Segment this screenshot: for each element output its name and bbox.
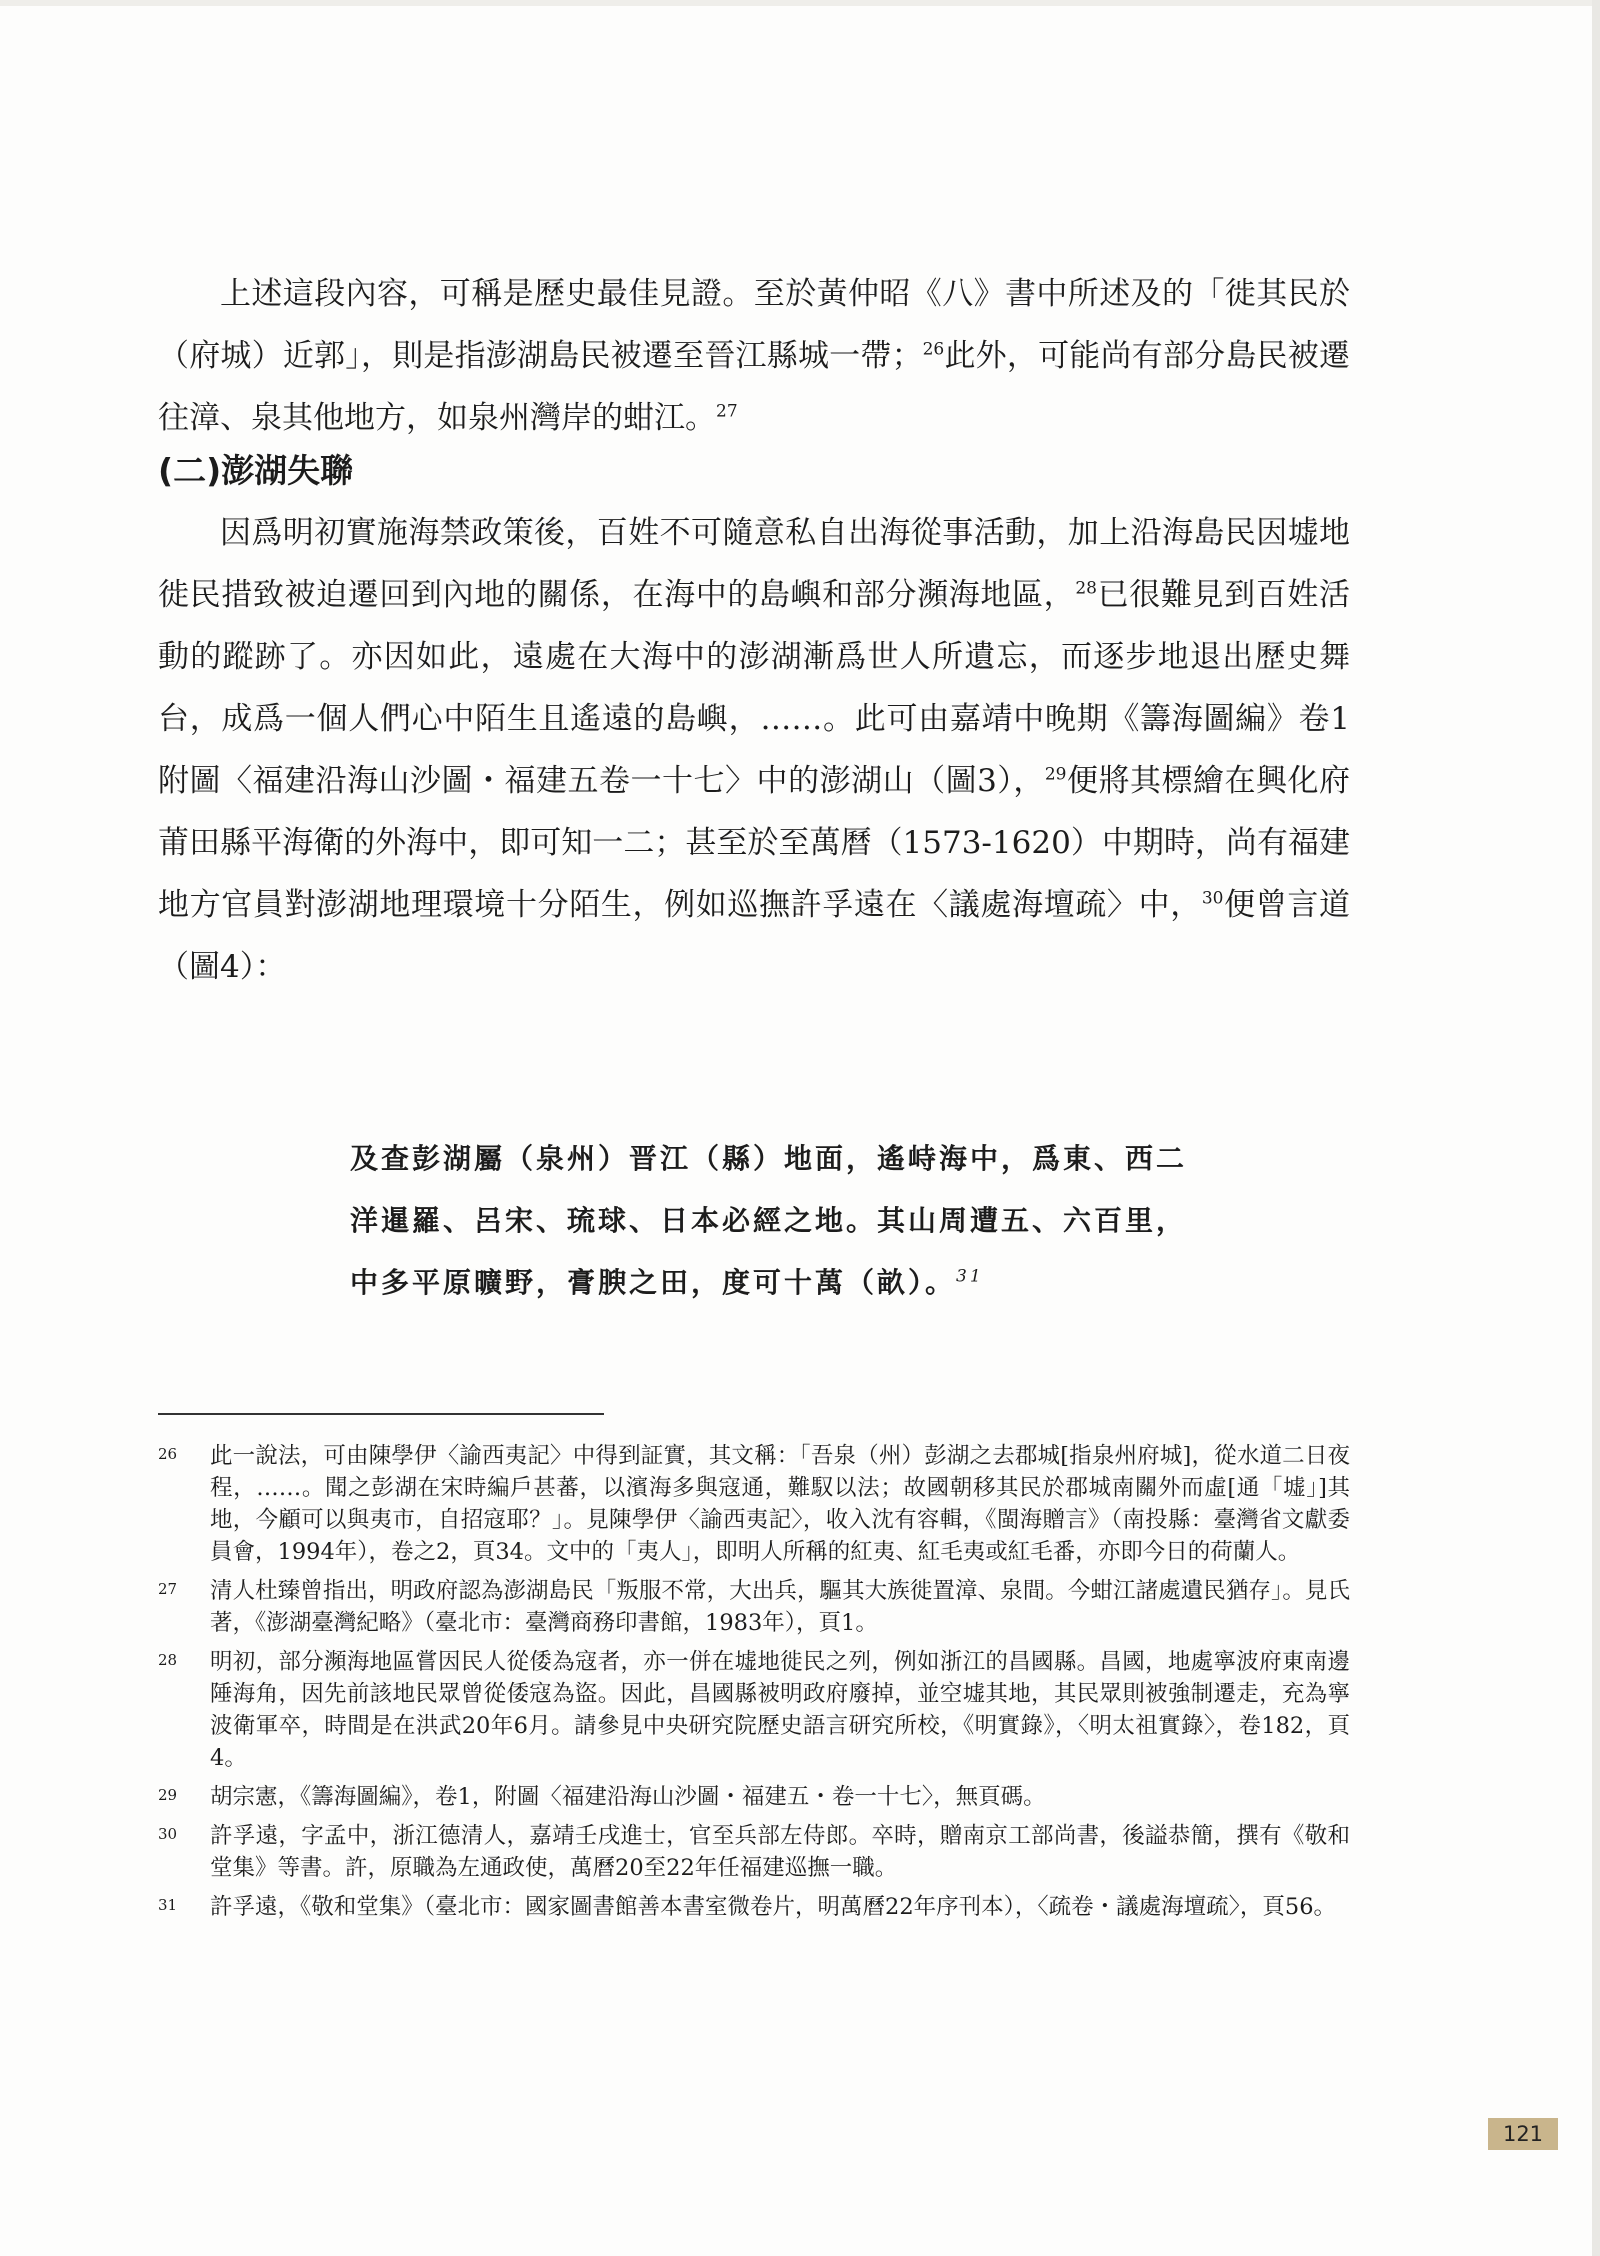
block-quote <box>350 1128 1350 1314</box>
scan-top-edge <box>0 0 1600 6</box>
quote-line-3 <box>350 1252 1350 1314</box>
paragraph-2 <box>158 502 1350 998</box>
footnote-number: 26 <box>158 1445 178 1463</box>
footnote-text: 許孚遠，《敬和堂集》（臺北市：國家圖書館善本書室微卷片，明萬曆22年序刊本），〈疏卷・議處海壇疏〉，頁56。 <box>210 1894 1337 1920</box>
paragraph-2-text-c: 便將其標繪在興化府莆田縣平海衛的外海中，即可知一二；甚至於至萬曆（1573-1620）中期時，尚有福建地方官員對澎湖地理環境十分陌生，例如巡撫許孚遠在〈議處海壇疏〉中， <box>158 763 1350 923</box>
page-number: 121 <box>1488 2118 1558 2150</box>
paragraph-1-text-b: 此外，可能尚有部分島民被遷往漳、泉其他地方，如泉州灣岸的蚶江。 <box>158 338 1351 436</box>
footnote-ref-31[interactable]: 31 <box>956 1266 984 1287</box>
footnote-number: 27 <box>158 1580 178 1598</box>
paragraph-1 <box>158 263 1350 449</box>
footnote-text: 明初，部分瀕海地區嘗因民人從倭為寇者，亦一併在墟地徙民之列，例如浙江的昌國縣。昌國，地處寧波府東南邊陲海角，因先前該地民眾曾從倭寇為盜。因此，昌國縣被明政府廢掉，並空墟其地，其民眾則被強制遷走，充為寧波衛軍卒，時間是在洪武20年6月。請參見中央研究院歷史語言研究所校，《明實錄》，〈明太祖實錄〉，卷182，頁4。 <box>210 1649 1350 1771</box>
footnote-text: 此一說法，可由陳學伊〈諭西夷記〉中得到証實，其文稱：「吾泉（州）彭湖之去郡城[指泉州府城]，從水道二日夜程，……。聞之彭湖在宋時編戶甚蕃，以濱海多與寇通，難馭以法；故國朝移其民於郡城南關外而虛[通「墟」]其地，今顧可以與夷市，自招寇耶？」。見陳學伊〈諭西夷記〉，收入沈有容輯，《閩海贈言》（南投縣：臺灣省文獻委員會，1994年），卷之2，頁34。文中的「夷人」，即明人所稱的紅夷、紅毛夷或紅毛番，亦即今日的荷蘭人。 <box>210 1443 1350 1565</box>
footnote-number: 31 <box>158 1896 178 1914</box>
footnote-26 <box>158 1440 1350 1568</box>
paragraph-2-text-d: 便曾言道（圖4）： <box>158 887 1351 985</box>
paragraph-2-text-a: 因爲明初實施海禁政策後，百姓不可隨意私自出海從事活動，加上沿海島民因墟地徙民措致被迫遷回到內地的關係，在海中的島嶼和部分瀕海地區， <box>158 515 1350 613</box>
footnote-ref-29[interactable]: 29 <box>1044 764 1067 785</box>
footnote-27 <box>158 1575 1350 1639</box>
footnote-ref-26[interactable]: 26 <box>922 339 945 360</box>
footnote-ref-28[interactable]: 28 <box>1075 578 1097 599</box>
scan-right-edge <box>1592 0 1600 2256</box>
footnotes <box>158 1440 1350 1930</box>
section-title: (二)澎湖失聯 <box>158 451 354 490</box>
footnote-text: 清人杜臻曾指出，明政府認為澎湖島民「叛服不常，大出兵，驅其大族徙置漳、泉間。今蚶江諸處遺民猶存」。見氏著，《澎湖臺灣紀略》（臺北市：臺灣商務印書館，1983年），頁1。 <box>210 1578 1350 1636</box>
quote-line-2: 洋暹羅、呂宋、琉球、日本必經之地。其山周遭五、六百里， <box>350 1204 1188 1237</box>
footnote-30 <box>158 1820 1350 1884</box>
quote-line-3-text: 中多平原曠野，膏腴之田，度可十萬（畝）。 <box>350 1266 957 1299</box>
footnote-text: 胡宗憲，《籌海圖編》，卷1，附圖〈福建沿海山沙圖・福建五・卷一十七〉，無頁碼。 <box>210 1784 1046 1810</box>
footnote-29 <box>158 1781 1350 1813</box>
footnote-31 <box>158 1891 1350 1923</box>
footnote-28 <box>158 1646 1350 1774</box>
footnote-number: 28 <box>158 1651 178 1669</box>
footnote-ref-27[interactable]: 27 <box>716 401 738 422</box>
quote-line-1: 及查彭湖屬（泉州）晋江（縣）地面，遙峙海中，爲東、西二 <box>350 1142 1188 1175</box>
footnote-ref-30[interactable]: 30 <box>1201 888 1224 909</box>
paragraph-2-text-b: 已很難見到百姓活動的蹤跡了。亦因如此，遠處在大海中的澎湖漸爲世人所遺忘，而逐步地退出歷史舞台，成爲一個人們心中陌生且遙遠的島嶼，……。此可由嘉靖中晚期《籌海圖編》卷1附圖〈福建沿海山沙圖・福建五卷一十七〉中的澎湖山（圖3）， <box>158 577 1351 799</box>
footnote-number: 30 <box>158 1825 178 1843</box>
footnote-divider <box>158 1413 604 1415</box>
paragraph-1-text-a: 上述這段內容，可稱是歷史最佳見證。至於黃仲昭《八》書中所述及的「徙其民於（府城）近郭」，則是指澎湖島民被遷至晉江縣城一帶； <box>158 276 1350 374</box>
footnote-number: 29 <box>158 1786 178 1804</box>
footnote-text: 許孚遠，字孟中，浙江德清人，嘉靖壬戌進士，官至兵部左侍郎。卒時，贈南京工部尚書，後謚恭簡，撰有《敬和堂集》等書。許，原職為左通政使，萬曆20至22年任福建巡撫一職。 <box>210 1823 1350 1881</box>
